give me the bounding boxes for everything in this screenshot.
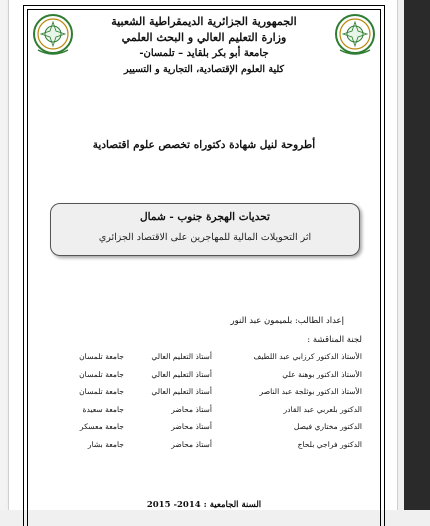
member-university: جامعة تلمسان — [79, 352, 124, 361]
member-name: الدكتور فراجي بلحاج — [297, 439, 362, 449]
member-rank: أستاذ التعليم العالي — [151, 352, 212, 361]
title-box — [50, 203, 360, 256]
institution-header — [84, 14, 324, 78]
page-border-frame — [23, 5, 385, 526]
committee-member — [40, 405, 362, 423]
faculty-name: كلية العلوم الإقتصادية، التجارية و التسيير — [123, 64, 285, 75]
viewer-right-panel — [404, 0, 430, 510]
member-name: الدكتور مختاري فيصل — [293, 422, 362, 431]
member-university: جامعة تلمسان — [79, 369, 124, 379]
prepared-by: إعداد الطالب: بلميمون عبد النور — [230, 316, 344, 326]
member-university: جامعة تلمسان — [79, 387, 124, 396]
academic-year: السنة الجامعية : 2014- 2015 — [146, 500, 262, 510]
committee-member — [40, 422, 362, 440]
member-name: الأستاذ الدكتور بوثلجة عبد الناصر — [259, 387, 362, 396]
member-name: الدكتور بلعربي عبد القادر — [283, 404, 362, 414]
republic-name: الجمهورية الجزائرية الديمقراطية الشعبية — [111, 15, 297, 28]
university-name: جامعة أبو بكر بلقايد – تلمسان- — [139, 48, 269, 59]
ministry-name: وزارة التعليم العالي و البحث العلمي — [121, 31, 287, 44]
member-university: جامعة بشار — [87, 439, 124, 449]
viewer-left-gutter — [0, 0, 6, 510]
member-rank: أستاذ التعليم العالي — [151, 369, 212, 379]
member-university: جامعة سعيدة — [82, 404, 124, 414]
member-rank: أستاذ محاضر — [171, 439, 212, 449]
member-name: الأستاذ الدكتور بوهنة علي — [282, 369, 362, 379]
member-name: الأستاذ الدكتور كرزابي عبد اللطيف — [253, 352, 362, 361]
committee-member — [40, 440, 362, 458]
committee-heading: لجنة المناقشة : — [307, 335, 362, 345]
thesis-subtitle: اثر التحويلات المالية للمهاجرين على الاقتصاد الجزائري — [98, 232, 312, 243]
committee-member — [40, 370, 362, 388]
member-rank: أستاذ محاضر — [171, 422, 212, 431]
committee-member — [40, 387, 362, 405]
member-university: جامعة معسكر — [79, 422, 124, 431]
committee-member — [40, 352, 362, 370]
member-rank: أستاذ محاضر — [171, 404, 212, 414]
document-page — [8, 0, 398, 510]
thesis-label: أطروحة لنيل شهادة دكتوراه تخصص علوم اقتصادية — [92, 139, 316, 151]
university-seal-icon — [334, 12, 376, 58]
thesis-title: تحديات الهجرة جنوب - شمال — [140, 211, 270, 223]
committee-list — [40, 352, 362, 457]
member-rank: أستاذ التعليم العالي — [151, 387, 212, 396]
university-seal-icon — [32, 12, 74, 58]
